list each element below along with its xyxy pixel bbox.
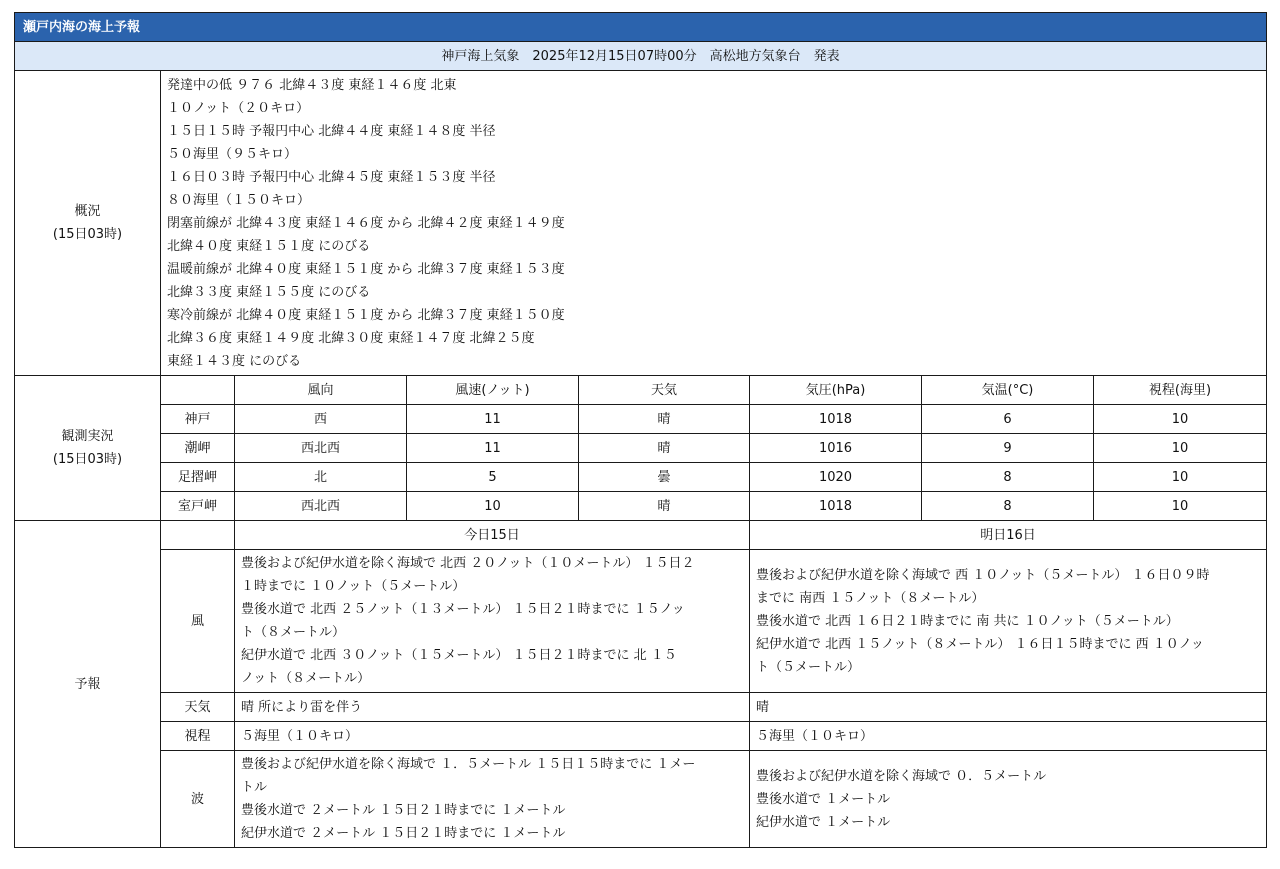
page-title: 瀬戸内海の海上予報: [15, 13, 1267, 42]
forecast-weather-tomorrow: 晴: [750, 693, 1267, 722]
obs-cell: 晴: [579, 434, 750, 463]
obs-cell: 10: [1094, 405, 1267, 434]
table-row: [15, 405, 1267, 434]
wind-today-line: 紀伊水道で 北西 ３０ノット（１５メートル） １５日２１時までに 北 １５: [241, 648, 677, 663]
overview-line: 閉塞前線が 北緯４３度 東経１４６度 から 北緯４２度 東経１４９度: [167, 215, 565, 231]
wind-today-line: 豊後水道で 北西 ２５ノット（１３メートル） １５日２１時までに １５ノッ: [241, 602, 685, 617]
forecast-wave-tomorrow: [750, 751, 1267, 848]
obs-cell: 西: [235, 405, 407, 434]
overview-line: １５日１５時 予報円中心 北緯４４度 東経１４８度 半径: [167, 123, 496, 139]
header-weather: 天気: [579, 376, 750, 405]
overview-label: [15, 71, 161, 376]
forecast-weather-label: 天気: [161, 693, 235, 722]
obs-cell: 曇: [579, 463, 750, 492]
forecast-visibility-today: ５海里（１０キロ）: [235, 722, 750, 751]
forecast-visibility-label: 視程: [161, 722, 235, 751]
overview-line: 北緯４０度 東経１５１度 にのびる: [167, 238, 371, 254]
header-temperature: 気温(°C): [922, 376, 1094, 405]
station-name: 神戸: [161, 405, 235, 434]
marine-forecast-page: [14, 12, 1266, 848]
forecast-tomorrow-header: 明日16日: [750, 521, 1267, 550]
obs-cell: 西北西: [235, 434, 407, 463]
header-wind-direction: 風向: [235, 376, 407, 405]
overview-line: １０ノット（２０キロ）: [167, 100, 310, 116]
header-visibility: 視程(海里): [1094, 376, 1267, 405]
forecast-wind-label: 風: [161, 550, 235, 693]
overview-line: 東経１４３度 にのびる: [167, 353, 302, 369]
forecast-visibility-tomorrow: ５海里（１０キロ）: [750, 722, 1267, 751]
station-name: 室戸岬: [161, 492, 235, 521]
obs-cell: 晴: [579, 492, 750, 521]
forecast-wind-tomorrow: [750, 550, 1267, 693]
wind-today-line: ト（８メートル）: [241, 625, 346, 640]
overview-line: 寒冷前線が 北緯４０度 東経１５１度 から 北緯３７度 東経１５０度: [167, 307, 565, 323]
overview-line: 発達中の低 ９７６ 北緯４３度 東経１４６度 北東: [167, 77, 457, 93]
overview-line: １６日０３時 予報円中心 北緯４５度 東経１５３度 半径: [167, 169, 496, 185]
overview-line: ８０海里（１５０キロ）: [167, 192, 311, 208]
obs-cell: 1018: [750, 405, 922, 434]
obs-cell: 晴: [579, 405, 750, 434]
obs-cell: 8: [922, 463, 1094, 492]
obs-cell: 5: [407, 463, 579, 492]
obs-cell: 1020: [750, 463, 922, 492]
forecast-label: 予報: [15, 521, 161, 848]
wind-tomorrow-line: 豊後水道で 北西 １６日２１時までに 南 共に １０ノット（５メートル）: [756, 613, 1179, 629]
obs-cell: 10: [407, 492, 579, 521]
obs-cell: 1018: [750, 492, 922, 521]
forecast-header-blank: [161, 521, 235, 550]
observation-header-blank: [161, 376, 235, 405]
wind-tomorrow-line: ト（５メートル）: [756, 659, 861, 675]
wave-today-line: 豊後水道で ２メートル １５日２１時までに １メートル: [241, 803, 566, 818]
header-wind-speed: 風速(ノット): [407, 376, 579, 405]
forecast-wind-today: [235, 550, 750, 693]
obs-cell: 北: [235, 463, 407, 492]
overview-label-time: (15日03時): [52, 227, 123, 242]
overview-label-title: 概況: [74, 204, 101, 219]
forecast-wave-label: 波: [161, 751, 235, 848]
table-row: [15, 463, 1267, 492]
obs-cell: 11: [407, 434, 579, 463]
obs-cell: 1016: [750, 434, 922, 463]
header-pressure: 気圧(hPa): [750, 376, 922, 405]
marine-forecast-table: [14, 12, 1267, 848]
station-name: 潮岬: [161, 434, 235, 463]
wave-today-line: 紀伊水道で ２メートル １５日２１時までに １メートル: [241, 826, 566, 841]
station-name: 足摺岬: [161, 463, 235, 492]
wave-today-line: 豊後および紀伊水道を除く海域で １．５メートル １５日１５時までに １メー: [241, 757, 696, 772]
obs-cell: 10: [1094, 434, 1267, 463]
observation-label: [15, 376, 161, 521]
wind-tomorrow-line: 紀伊水道で 北西 １５ノット（８メートル） １６日１５時までに 西 １０ノッ: [756, 636, 1204, 652]
wave-tomorrow-line: 紀伊水道で １メートル: [756, 814, 891, 830]
wind-today-line: ノット（８メートル）: [241, 671, 371, 686]
observation-label-time: (15日03時): [52, 452, 123, 467]
table-row: [15, 492, 1267, 521]
obs-cell: 10: [1094, 463, 1267, 492]
wind-today-line: １時までに １０ノット（５メートル）: [241, 579, 466, 594]
overview-line: 北緯３３度 東経１５５度 にのびる: [167, 284, 371, 300]
issue-info: 神戸海上気象 2025年12月15日07時00分 高松地方気象台 発表: [15, 42, 1267, 71]
forecast-wave-today: [235, 751, 750, 848]
overview-text: [161, 71, 1267, 376]
forecast-weather-today: 晴 所により雷を伴う: [235, 693, 750, 722]
overview-line: 温暖前線が 北緯４０度 東経１５１度 から 北緯３７度 東経１５３度: [167, 261, 565, 277]
wind-tomorrow-line: までに 南西 １５ノット（８メートル）: [756, 590, 985, 606]
overview-line: 北緯３６度 東経１４９度 北緯３０度 東経１４７度 北緯２５度: [167, 330, 535, 346]
obs-cell: 11: [407, 405, 579, 434]
obs-cell: 西北西: [235, 492, 407, 521]
wave-tomorrow-line: 豊後および紀伊水道を除く海域で ０．５メートル: [756, 768, 1047, 784]
observation-label-title: 観測実況: [61, 429, 114, 444]
obs-cell: 8: [922, 492, 1094, 521]
forecast-today-header: 今日15日: [235, 521, 750, 550]
overview-line: ５０海里（９５キロ）: [167, 146, 298, 162]
obs-cell: 10: [1094, 492, 1267, 521]
wind-tomorrow-line: 豊後および紀伊水道を除く海域で 西 １０ノット（５メートル） １６日０９時: [756, 567, 1210, 583]
obs-cell: 6: [922, 405, 1094, 434]
obs-cell: 9: [922, 434, 1094, 463]
wave-tomorrow-line: 豊後水道で １メートル: [756, 791, 891, 807]
wave-today-line: トル: [241, 780, 268, 795]
wind-today-line: 豊後および紀伊水道を除く海域で 北西 ２０ノット（１０メートル） １５日２: [241, 556, 695, 571]
table-row: [15, 434, 1267, 463]
